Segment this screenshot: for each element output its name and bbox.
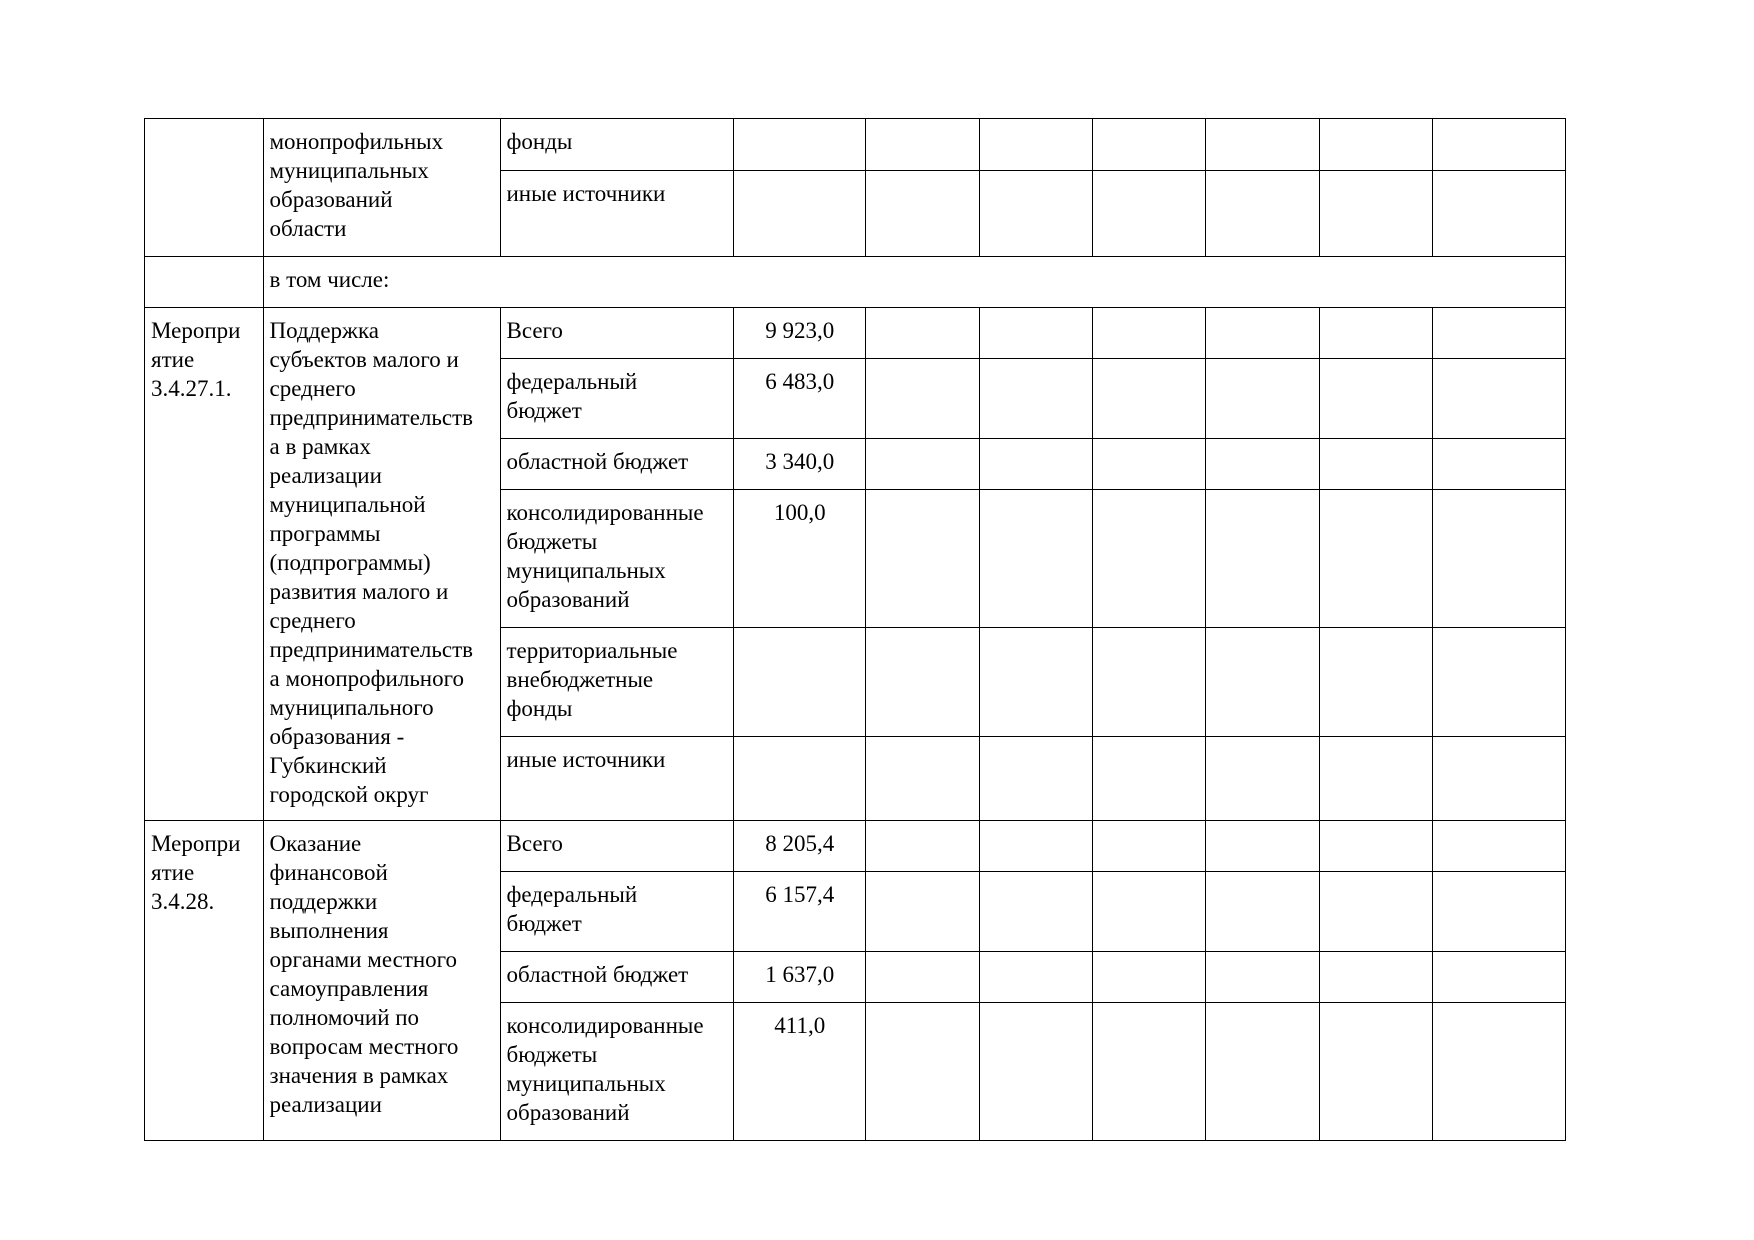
empty-cell — [1319, 952, 1432, 1003]
empty-cell — [1433, 737, 1566, 821]
empty-cell — [1433, 119, 1566, 171]
source-line: бюджеты — [506, 529, 598, 554]
empty-cell — [866, 628, 979, 737]
empty-cell — [866, 872, 979, 952]
empty-cell — [1319, 439, 1432, 490]
empty-cell — [1206, 821, 1319, 872]
name-line: а в рамках — [269, 434, 371, 459]
source-line: внебюджетные — [506, 667, 654, 692]
name-line: (подпрограммы) — [269, 550, 431, 575]
code-line: Меропри — [151, 318, 241, 343]
empty-cell — [1092, 359, 1205, 439]
empty-cell — [1206, 119, 1319, 171]
empty-cell — [866, 359, 979, 439]
empty-cell — [979, 821, 1092, 872]
empty-cell — [1092, 119, 1205, 171]
empty-cell — [1319, 628, 1432, 737]
empty-cell — [866, 308, 979, 359]
funding-source-cell — [500, 1003, 734, 1141]
empty-cell — [1092, 952, 1205, 1003]
empty-cell — [1206, 872, 1319, 952]
name-line: реализации — [269, 463, 382, 488]
source-line: муниципальных — [506, 558, 666, 583]
empty-cell — [1433, 308, 1566, 359]
name-line: программы — [269, 521, 381, 546]
source-line: бюджет — [506, 398, 582, 423]
empty-cell — [1092, 821, 1205, 872]
empty-cell — [866, 737, 979, 821]
source-line: бюджеты — [506, 1042, 598, 1067]
source-line: образований — [506, 1100, 630, 1125]
source-line: фонды — [506, 696, 573, 721]
measure-name-cell — [263, 119, 500, 257]
funding-source-cell: фонды — [500, 119, 734, 171]
empty-cell — [979, 439, 1092, 490]
empty-cell — [1206, 490, 1319, 628]
empty-cell — [1433, 490, 1566, 628]
name-line: субъектов малого и — [269, 347, 459, 372]
value-cell: 6 483,0 — [734, 359, 866, 439]
empty-cell — [979, 1003, 1092, 1141]
empty-cell — [979, 628, 1092, 737]
name-line: городской округ — [269, 782, 429, 807]
empty-cell — [1206, 308, 1319, 359]
empty-cell — [979, 872, 1092, 952]
empty-cell — [1092, 628, 1205, 737]
source-line: областной бюджет — [506, 449, 689, 474]
source-line: консолидированные — [506, 500, 704, 525]
empty-cell — [1319, 821, 1432, 872]
empty-cell — [866, 439, 979, 490]
empty-cell — [1319, 872, 1432, 952]
empty-cell — [1092, 439, 1205, 490]
table-row — [145, 119, 1566, 171]
code-cell — [145, 257, 264, 308]
name-line: выполнения — [269, 918, 389, 943]
name-line: Губкинский — [269, 753, 387, 778]
empty-cell — [1206, 439, 1319, 490]
value-cell: 411,0 — [734, 1003, 866, 1141]
empty-cell — [1433, 628, 1566, 737]
empty-cell — [979, 359, 1092, 439]
name-line: а монопрофильного — [269, 666, 464, 691]
empty-cell — [1319, 737, 1432, 821]
value-cell: 9 923,0 — [734, 308, 866, 359]
funding-source-cell — [500, 737, 734, 821]
empty-cell — [1319, 359, 1432, 439]
name-line: полномочий по — [269, 1005, 420, 1030]
empty-cell — [979, 737, 1092, 821]
funding-source-cell — [500, 872, 734, 952]
source-line: федеральный — [506, 882, 638, 907]
name-line: муниципальных — [269, 158, 429, 183]
value-cell: 8 205,4 — [734, 821, 866, 872]
name-line: муниципальной — [269, 492, 426, 517]
source-line: Всего — [506, 831, 563, 856]
name-line: органами местного — [269, 947, 458, 972]
empty-cell — [1433, 821, 1566, 872]
funding-source-cell — [500, 439, 734, 490]
empty-cell — [866, 1003, 979, 1141]
table-row — [145, 257, 1566, 308]
empty-cell — [1206, 359, 1319, 439]
empty-cell — [979, 171, 1092, 257]
name-line: образований — [269, 187, 393, 212]
code-cell — [145, 119, 264, 257]
measure-name-cell — [263, 308, 500, 821]
name-line: вопросам местного — [269, 1034, 459, 1059]
empty-cell — [1092, 872, 1205, 952]
funding-source-cell — [500, 490, 734, 628]
code-line: Меропри — [151, 831, 241, 856]
empty-cell — [1433, 359, 1566, 439]
empty-cell — [1319, 490, 1432, 628]
measure-code-cell — [145, 308, 264, 821]
name-line: развития малого и — [269, 579, 449, 604]
name-line: самоуправления — [269, 976, 429, 1001]
empty-cell — [1206, 171, 1319, 257]
empty-cell — [1092, 171, 1205, 257]
value-cell: 1 637,0 — [734, 952, 866, 1003]
name-line: Оказание — [269, 831, 362, 856]
source-line: иные источники — [506, 747, 666, 772]
empty-cell — [866, 490, 979, 628]
source-line: территориальные — [506, 638, 678, 663]
value-cell: 3 340,0 — [734, 439, 866, 490]
measure-name-cell — [263, 821, 500, 1141]
funding-source-cell — [500, 628, 734, 737]
code-line: ятие — [151, 347, 195, 372]
empty-cell — [979, 308, 1092, 359]
empty-cell — [1433, 952, 1566, 1003]
empty-cell — [1433, 439, 1566, 490]
empty-cell — [1433, 171, 1566, 257]
empty-cell — [866, 821, 979, 872]
empty-cell — [1092, 1003, 1205, 1141]
table-row — [145, 821, 1566, 872]
name-line: значения в рамках — [269, 1063, 449, 1088]
empty-cell — [1092, 490, 1205, 628]
value-cell — [734, 171, 866, 257]
funding-source-cell — [500, 821, 734, 872]
empty-cell — [1319, 1003, 1432, 1141]
including-label: в том числе: — [263, 257, 1566, 308]
value-cell: 100,0 — [734, 490, 866, 628]
value-cell — [734, 628, 866, 737]
code-line: 3.4.27.1. — [151, 376, 232, 401]
funding-source-cell — [500, 952, 734, 1003]
funding-table — [144, 118, 1566, 1141]
name-line: реализации — [269, 1092, 382, 1117]
funding-source-cell: иные источники — [500, 171, 734, 257]
empty-cell — [1319, 171, 1432, 257]
empty-cell — [866, 119, 979, 171]
source-line: консолидированные — [506, 1013, 704, 1038]
table-row — [145, 308, 1566, 359]
empty-cell — [979, 119, 1092, 171]
name-line: предпринимательств — [269, 405, 474, 430]
name-line: образования - — [269, 724, 405, 749]
empty-cell — [866, 171, 979, 257]
funding-source-cell — [500, 359, 734, 439]
source-line: бюджет — [506, 911, 582, 936]
source-line: областной бюджет — [506, 962, 689, 987]
code-line: 3.4.28. — [151, 889, 215, 914]
name-line: муниципального — [269, 695, 434, 720]
empty-cell — [979, 952, 1092, 1003]
code-line: ятие — [151, 860, 195, 885]
empty-cell — [1433, 872, 1566, 952]
empty-cell — [1206, 737, 1319, 821]
empty-cell — [1206, 1003, 1319, 1141]
name-line: предпринимательств — [269, 637, 474, 662]
name-line: монопрофильных — [269, 129, 444, 154]
empty-cell — [1206, 952, 1319, 1003]
empty-cell — [1092, 308, 1205, 359]
empty-cell — [1092, 737, 1205, 821]
empty-cell — [1319, 308, 1432, 359]
empty-cell — [979, 490, 1092, 628]
source-line: федеральный — [506, 369, 638, 394]
name-line: области — [269, 216, 347, 241]
measure-code-cell — [145, 821, 264, 1141]
empty-cell — [866, 952, 979, 1003]
name-line: финансовой — [269, 860, 388, 885]
source-line: образований — [506, 587, 630, 612]
funding-source-cell — [500, 308, 734, 359]
source-line: Всего — [506, 318, 563, 343]
name-line: среднего — [269, 376, 356, 401]
empty-cell — [1433, 1003, 1566, 1141]
name-line: поддержки — [269, 889, 378, 914]
source-line: муниципальных — [506, 1071, 666, 1096]
empty-cell — [1206, 628, 1319, 737]
name-line: Поддержка — [269, 318, 379, 343]
name-line: среднего — [269, 608, 356, 633]
value-cell — [734, 737, 866, 821]
empty-cell — [1319, 119, 1432, 171]
value-cell — [734, 119, 866, 171]
value-cell: 6 157,4 — [734, 872, 866, 952]
